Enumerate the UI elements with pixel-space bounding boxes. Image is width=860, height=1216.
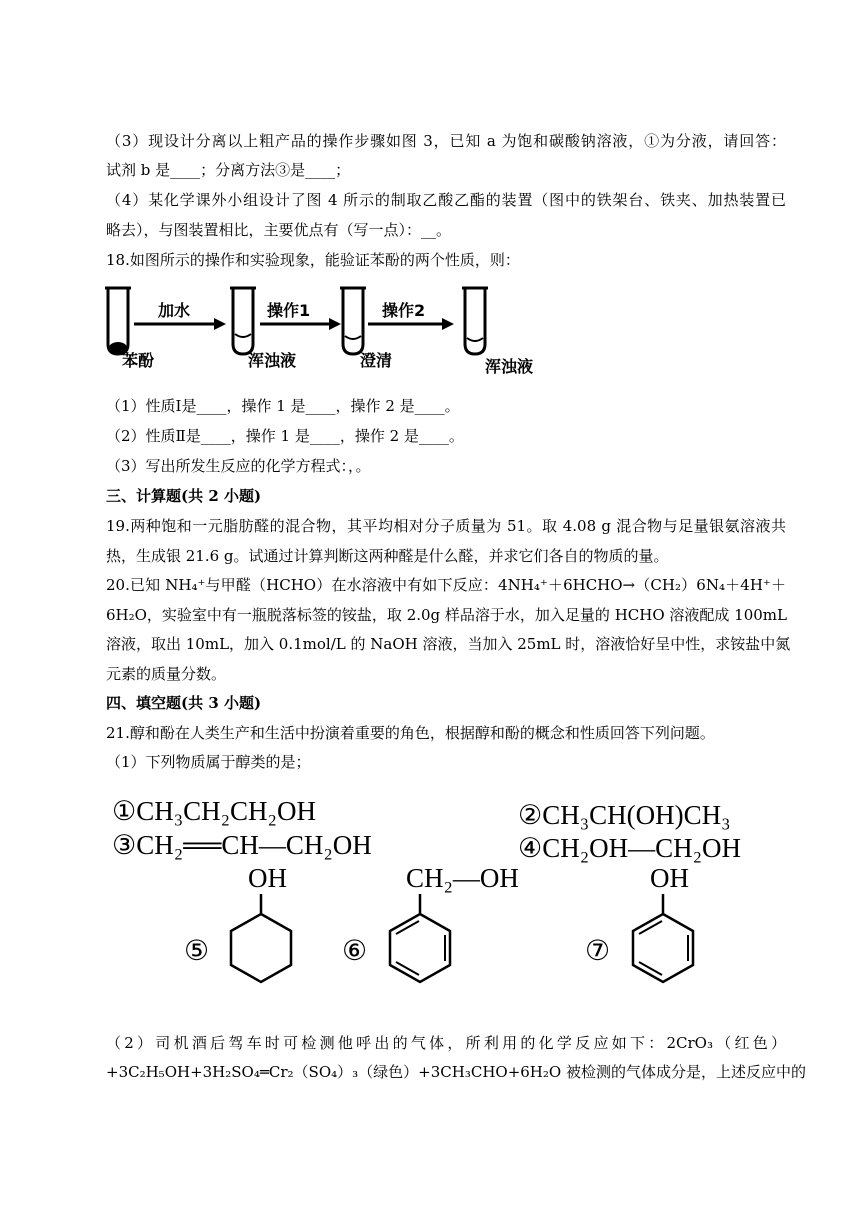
experiment-diagram [100, 282, 570, 382]
q18-part3: （3）写出所发生反应的化学方程式：，。 [106, 457, 371, 475]
arrow-label-3: 操作2 [382, 301, 426, 320]
test-tube-2 [230, 288, 256, 354]
ring6-double-2 [396, 921, 419, 934]
label-6: ⑥ [342, 935, 368, 966]
ring7-double-3 [639, 962, 662, 975]
label-5: ⑤ [184, 935, 210, 966]
structure-2: ②CH₃CH(OH)CH₃ [518, 800, 731, 830]
q20-line1: 20.已知 NH₄⁺与甲醛（HCHO）在水溶液中有如下反应：4NH₄⁺＋6HCHO→（CH₂）6N₄＋4H⁺＋ [106, 576, 786, 594]
test-tube-4 [462, 288, 488, 354]
structure-7-oh: OH [650, 863, 689, 893]
tube-label-2: 浑浊液 [248, 351, 297, 370]
q19-line2: 热，生成银 21.6 g。试通过计算判断这两种醛是什么醛，并求它们各自的物质的量。 [106, 547, 669, 565]
q21-part2-line2: +3C₂H₅OH+3H₂SO₄═Cr₂（SO₄）₃（绿色）+3CH₃CHO+6H₂O 被检测的气体成分是，上述反应中的 [106, 1063, 806, 1081]
structure-3: ③CH₂══CH—CH₂OH [112, 830, 372, 860]
structure-6-ch2oh: CH₂—OH [406, 863, 519, 893]
q20-line2: 6H₂O，实验室中有一瓶脱落标签的铵盐，取 2.0g 样品溶于水，加入足量的 HCHO 溶液配成 100mL [106, 606, 787, 624]
section-4-heading: 四、填空题(共 3 小题) [106, 694, 262, 712]
label-7: ⑦ [585, 935, 611, 966]
q17-part3-line1: （3）现设计分离以上粗产品的操作步骤如图 3，已知 a 为饱和碳酸钠溶液，①为分液，请回答： [106, 132, 786, 150]
benzene-ring-7 [633, 914, 693, 982]
arrow-label-2: 操作1 [267, 301, 311, 320]
q18-part2: （2）性质Ⅱ是____，操作 1 是____，操作 2 是____。 [106, 427, 464, 445]
q21-stem: 21.醇和酚在人类生产和生活中扮演着重要的角色，根据醇和酚的概念和性质回答下列问题。 [106, 724, 715, 742]
q18-part1: （1）性质Ⅰ是____，操作 1 是____，操作 2 是____。 [106, 397, 460, 415]
arrow-label-1: 加水 [158, 301, 191, 320]
q20-line4: 元素的质量分数。 [106, 665, 227, 683]
q17-part4-line2: 略去），与图装置相比，主要优点有（写一点）：__。 [106, 221, 452, 239]
q18-stem: 18.如图所示的操作和实验现象，能验证苯酚的两个性质，则： [106, 251, 520, 269]
q19-line1: 19.两种饱和一元脂肪醛的混合物，其平均相对分子质量为 51。取 4.08 g 混合物与足量银氨溶液共 [106, 517, 786, 535]
section-3-heading: 三、计算题(共 2 小题) [106, 487, 262, 505]
q17-part4-line1: （4）某化学课外小组设计了图 4 所示的制取乙酸乙酯的装置（图中的铁架台、铁夹、加热装置已 [106, 191, 786, 209]
structure-5-oh: OH [248, 863, 287, 893]
structure-4: ④CH₂OH—CH₂OH [518, 833, 742, 863]
ring6-double-3 [396, 962, 419, 975]
cyclohexane-ring [231, 914, 291, 982]
ring7-double-2 [639, 921, 662, 934]
q17-part3-line2: 试剂 b 是____；分离方法③是____； [106, 161, 351, 179]
tube-label-4: 浑浊液 [485, 357, 534, 376]
structures-figure [110, 790, 760, 1022]
tube-label-3: 澄清 [360, 351, 393, 370]
benzene-ring-6 [390, 914, 450, 982]
q21-part2-line1: （2）司机酒后驾车时可检测他呼出的气体，所利用的化学反应如下：2CrO₃（红色） [106, 1034, 786, 1052]
q21-part1: （1）下列物质属于醇类的是； [106, 753, 311, 771]
q20-line3: 溶液，取出 10mL，加入 0.1mol/L 的 NaOH 溶液，当加入 25mL 时，溶液恰好呈中性，求铵盐中氮 [106, 635, 791, 653]
tube-label-1: 苯酚 [122, 351, 155, 370]
structure-1: ①CH₃CH₂CH₂OH [112, 796, 316, 826]
test-tube-3 [340, 288, 366, 354]
